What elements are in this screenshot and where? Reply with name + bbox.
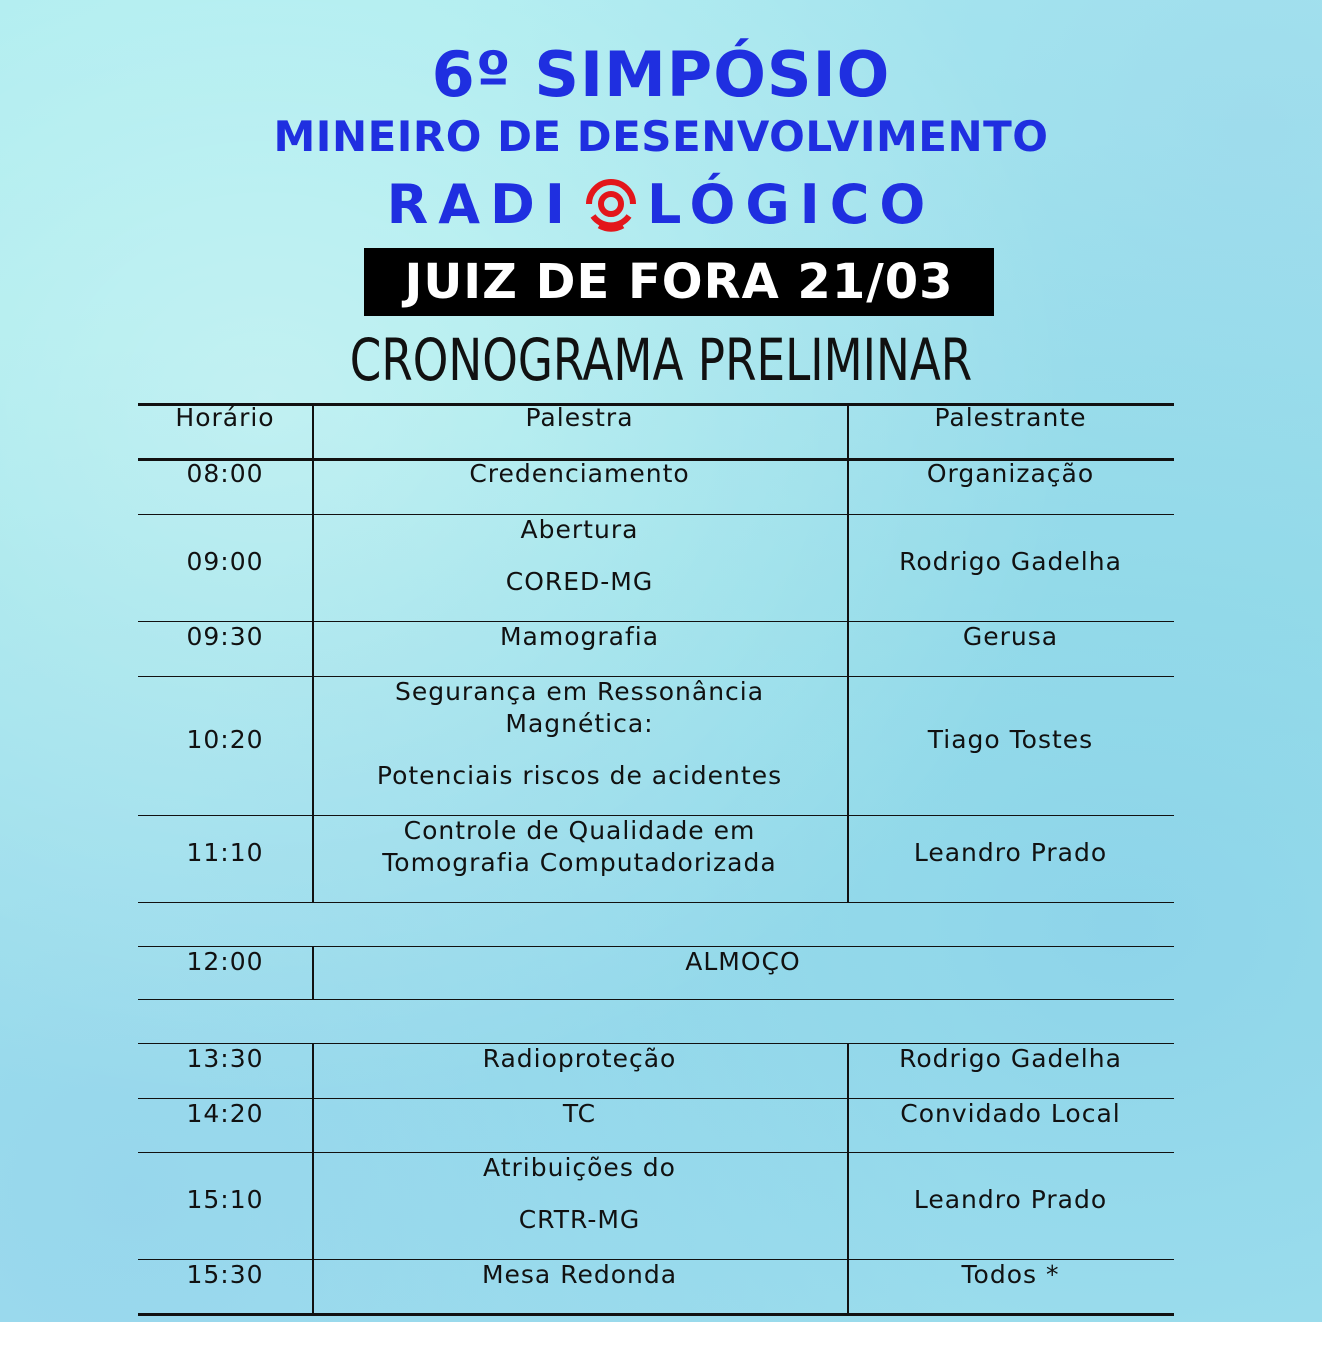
talk-cell-line: Atribuições do xyxy=(483,1153,676,1182)
time-cell xyxy=(138,1184,312,1216)
talk-cell xyxy=(312,458,847,490)
speaker-cell-line: Leandro Prado xyxy=(913,838,1108,867)
time-cell xyxy=(138,1043,312,1075)
speaker-cell-line: Convidado Local xyxy=(900,1099,1121,1128)
speaker-cell xyxy=(847,1043,1174,1075)
talk-cell xyxy=(312,1259,847,1291)
talk-cell xyxy=(312,946,1174,978)
column-header xyxy=(138,403,312,433)
talk-cell xyxy=(312,514,847,598)
talk-cell-line: Radioproteção xyxy=(482,1044,677,1073)
speaker-cell xyxy=(847,1098,1174,1130)
speaker-cell xyxy=(847,1259,1174,1291)
event-title: 6º SIMPÓSIO xyxy=(431,38,891,111)
time-cell-line: 08:00 xyxy=(186,459,264,488)
talk-cell xyxy=(312,1098,847,1130)
time-cell-line: 09:30 xyxy=(186,622,264,651)
speaker-cell-line: Rodrigo Gadelha xyxy=(899,1044,1122,1073)
time-cell-line: 11:10 xyxy=(186,838,264,867)
speaker-cell-line: Gerusa xyxy=(962,622,1059,651)
talk-cell-line: Abertura xyxy=(520,515,639,544)
speaker-cell xyxy=(847,1184,1174,1216)
talk-cell xyxy=(312,621,847,653)
speaker-cell xyxy=(847,546,1174,578)
speaker-cell-line: Rodrigo Gadelha xyxy=(899,547,1122,576)
time-cell-line: 15:30 xyxy=(186,1260,264,1289)
talk-cell xyxy=(312,1152,847,1236)
radiation-target-icon xyxy=(579,172,643,236)
column-header-line: Palestra xyxy=(525,403,634,432)
talk-cell xyxy=(312,676,847,792)
time-cell xyxy=(138,621,312,653)
time-cell xyxy=(138,946,312,978)
time-cell xyxy=(138,1259,312,1291)
talk-cell-line: Mamografia xyxy=(499,622,660,651)
time-cell xyxy=(138,724,312,756)
speaker-cell-line: Leandro Prado xyxy=(913,1185,1108,1214)
column-header xyxy=(847,403,1174,433)
time-cell xyxy=(138,546,312,578)
speaker-cell-line: Todos * xyxy=(961,1260,1060,1289)
talk-cell-line: Credenciamento xyxy=(469,459,690,488)
table-rule xyxy=(138,999,1174,1000)
talk-cell-line: Potenciais riscos de acidentes xyxy=(376,761,783,790)
column-header-line: Horário xyxy=(175,403,275,432)
speaker-cell xyxy=(847,458,1174,490)
time-cell xyxy=(138,837,312,869)
table-rule xyxy=(138,902,1174,903)
table-rule xyxy=(138,1313,1174,1316)
talk-cell xyxy=(312,1043,847,1075)
time-cell xyxy=(138,458,312,490)
talk-cell-line: TC xyxy=(562,1099,597,1128)
speaker-cell xyxy=(847,837,1174,869)
column-header xyxy=(312,403,847,433)
time-cell-line: 10:20 xyxy=(186,725,264,754)
speaker-cell xyxy=(847,724,1174,756)
talk-cell-line: ALMOÇO xyxy=(685,947,801,976)
city-date-banner: JUIZ DE FORA 21/03 xyxy=(364,248,994,316)
time-cell-line: 15:10 xyxy=(186,1185,264,1214)
talk-cell-line: Controle de Qualidade em xyxy=(403,816,756,845)
talk-cell-line: CRTR-MG xyxy=(518,1205,641,1234)
time-cell-line: 12:00 xyxy=(186,947,264,976)
event-subtitle: MINEIRO DE DESENVOLVIMENTO xyxy=(273,112,1049,161)
time-cell-line: 14:20 xyxy=(186,1099,264,1128)
speaker-cell xyxy=(847,621,1174,653)
speaker-cell-line: Organização xyxy=(926,459,1095,488)
radio-text-left: RADI xyxy=(386,172,575,236)
time-cell-line: 09:00 xyxy=(186,547,264,576)
talk-cell-line: Magnética: xyxy=(505,709,654,738)
radio-text-right: LÓGICO xyxy=(646,172,936,236)
column-header-line: Palestrante xyxy=(934,403,1087,432)
schedule-title: CRONOGRAMA PRELIMINAR xyxy=(349,326,973,394)
talk-cell-line: CORED-MG xyxy=(505,567,654,596)
talk-cell-line: Tomografia Computadorizada xyxy=(382,848,777,877)
talk-cell-line: Mesa Redonda xyxy=(481,1260,678,1289)
talk-cell xyxy=(312,815,847,879)
event-title-radiologico xyxy=(0,172,1322,236)
speaker-cell-line: Tiago Tostes xyxy=(927,725,1094,754)
time-cell xyxy=(138,1098,312,1130)
talk-cell-line: Segurança em Ressonância xyxy=(394,677,765,706)
time-cell-line: 13:30 xyxy=(186,1044,264,1073)
